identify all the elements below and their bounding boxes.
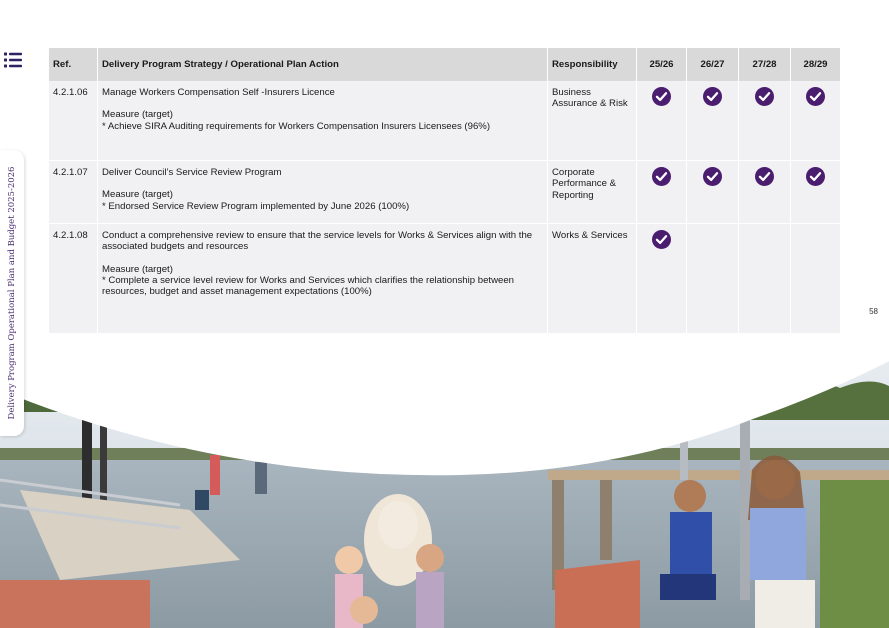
row-responsibility: Corporate Performance & Reporting <box>548 161 637 224</box>
page-number: 58 <box>869 307 878 316</box>
action-text: Conduct a comprehensive review to ensure that the service levels for Works & Services align with the associated budgets and resources <box>102 230 533 253</box>
row-ref: 4.2.1.08 <box>49 224 98 334</box>
sidebar-title-tab <box>0 150 24 436</box>
year-cell <box>687 161 739 224</box>
year-cell <box>687 81 739 161</box>
check-circle-icon <box>806 87 825 106</box>
action-text: Manage Workers Compensation Self -Insurers Licence <box>102 87 335 98</box>
year-cell <box>637 224 687 334</box>
list-menu-icon[interactable] <box>4 52 22 68</box>
check-circle-icon <box>703 87 722 106</box>
year-cell <box>637 161 687 224</box>
header-year-3: 27/28 <box>739 48 791 81</box>
table-row <box>49 161 841 224</box>
measure-text: * Endorsed Service Review Program implemented by June 2026 (100%) <box>102 200 410 212</box>
year-cell <box>739 81 791 161</box>
year-cell <box>739 161 791 224</box>
check-circle-icon <box>652 87 671 106</box>
measure-label: Measure (target) <box>102 189 173 201</box>
check-circle-icon <box>755 167 774 186</box>
row-action <box>98 224 548 334</box>
row-responsibility: Business Assurance & Risk <box>548 81 637 161</box>
measure-text: * Complete a service level review for Works and Services which clarifies the relationship between resources, budget and asset management expectations (100%) <box>102 274 515 298</box>
measure-text: * Achieve SIRA Auditing requirements for Workers Compensation Insurers Licensees (96%) <box>102 120 491 132</box>
check-circle-icon <box>652 167 671 186</box>
year-cell <box>791 81 841 161</box>
row-action <box>98 161 548 224</box>
year-cell <box>687 224 739 334</box>
family-jetty-photo <box>0 330 889 628</box>
row-ref: 4.2.1.07 <box>49 161 98 224</box>
row-ref: 4.2.1.06 <box>49 81 98 161</box>
measure-label: Measure (target) <box>102 109 173 121</box>
year-cell <box>791 161 841 224</box>
action-table <box>49 48 841 334</box>
row-action <box>98 81 548 161</box>
year-cell <box>739 224 791 334</box>
row-responsibility: Works & Services <box>548 224 637 334</box>
action-table-container <box>49 48 841 334</box>
table-header-row <box>49 48 841 81</box>
header-year-2: 26/27 <box>687 48 739 81</box>
action-text: Deliver Council’s Service Review Program <box>102 167 282 178</box>
header-year-4: 28/29 <box>791 48 841 81</box>
header-year-1: 25/26 <box>637 48 687 81</box>
check-circle-icon <box>703 167 722 186</box>
year-cell <box>791 224 841 334</box>
header-responsibility: Responsibility <box>548 48 637 81</box>
check-circle-icon <box>755 87 774 106</box>
table-row <box>49 224 841 334</box>
header-action: Delivery Program Strategy / Operational Plan Action <box>98 48 548 81</box>
check-circle-icon <box>652 230 671 249</box>
year-cell <box>637 81 687 161</box>
check-circle-icon <box>806 167 825 186</box>
sidebar-title: Delivery Program Operational Plan and Budget 2025-2026 <box>7 166 17 420</box>
header-ref: Ref. <box>49 48 98 81</box>
table-row <box>49 81 841 161</box>
measure-label: Measure (target) <box>102 263 173 275</box>
